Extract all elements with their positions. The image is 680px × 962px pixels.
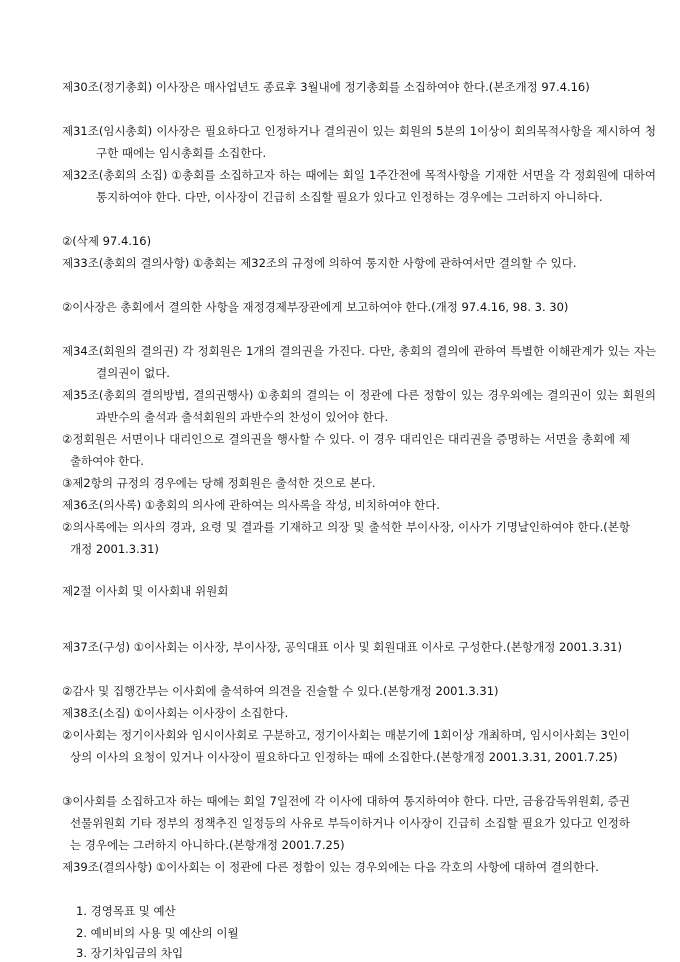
article-32: 제32조(총회의 소집) ①총회를 소집하고자 하는 때에는 회일 1주간전에 목적사항을 기재한 서면을 각 정회원에 대하여 통지하여야 한다. 다만, 이사장이 긴급히 소집할 필요가 있다고 인정하는 경우에는 그러하지 아니하다. [62,168,656,204]
article-39: 제39조(결의사항) ①이사회는 이 정관에 다른 정함이 있는 경우외에는 다음 각호의 사항에 대하여 결의한다. [62,860,599,874]
article-35-clause-2: ②정회원은 서면이나 대리인으로 결의권을 행사할 수 있다. 이 경우 대리인은 대리권을 증명하는 서면을 총회에 제출하여야 한다. [62,432,630,468]
article-36: 제36조(의사록) ①총회의 의사에 관하여는 의사록을 작성, 비치하여야 한다. [62,498,440,512]
article-38-clause-2: ②이사회는 정기이사회와 임시이사회로 구분하고, 정기이사회는 매분기에 1회이상 개최하며, 임시이사회는 3인이상의 이사의 요청이 있거나 이사장이 필요하다고 인정하는 때에 소집한다.(본항개정 2001.3.31, 2001.7.25) [62,728,630,764]
article-31: 제31조(임시총회) 이사장은 필요하다고 인정하거나 결의권이 있는 회원의 5분의 1이상이 회의목적사항을 제시하여 청구한 때에는 임시총회를 소집한다. [62,124,656,160]
article-33: 제33조(총회의 결의사항) ①총회는 제32조의 규정에 의하여 통지한 사항에 관하여서만 결의할 수 있다. [62,256,577,270]
list-item-2: 2. 예비비의 사용 및 예산의 이월 [76,926,239,940]
article-32-clause-2: ②(삭제 97.4.16) [62,234,152,248]
list-item-1: 1. 경영목표 및 예산 [76,904,176,918]
article-36-clause-2: ②의사록에는 의사의 경과, 요령 및 결과를 기재하고 의장 및 출석한 부이사장, 이사가 기명날인하여야 한다.(본항개정 2001.3.31) [62,520,630,556]
list-item-3: 3. 장기차입금의 차입 [76,946,184,960]
article-30: 제30조(정기총회) 이사장은 매사업년도 종료후 3월내에 정기총회를 소집하여야 한다.(본조개정 97.4.16) [62,80,590,94]
article-37-clause-2: ②감사 및 집행간부는 이사회에 출석하여 의견을 진술할 수 있다.(본항개정 2001.3.31) [62,684,499,698]
section-title: 제2절 이사회 및 이사회내 위원회 [62,584,229,598]
article-34: 제34조(회원의 결의권) 각 정회원은 1개의 결의권을 가진다. 다만, 총회의 결의에 관하여 특별한 이해관계가 있는 자는 결의권이 없다. [62,344,656,380]
article-35: 제35조(총회의 결의방법, 결의권행사) ①총회의 결의는 이 정관에 다른 정함이 있는 경우외에는 결의권이 있는 회원의 과반수의 출석과 출석회원의 과반수의 찬성이 있어야 한다. [62,388,656,424]
article-33-clause-2: ②이사장은 총회에서 결의한 사항을 재정경제부장관에게 보고하여야 한다.(개정 97.4.16, 98. 3. 30) [62,300,569,314]
article-38: 제38조(소집) ①이사회는 이사장이 소집한다. [62,706,289,720]
article-38-clause-3: ③이사회를 소집하고자 하는 때에는 회일 7일전에 각 이사에 대하여 통지하여야 한다. 다만, 금융감독위원회, 증권선물위원회 기타 정부의 정책추진 일정등의 사유로 부득이하거나 이사장이 긴급히 소집할 필요가 있다고 인정하는 경우에는 그러하지 아니하다.(본항개정 2001.7.25) [62,794,630,852]
article-35-clause-3: ③제2항의 규정의 경우에는 당해 정회원은 출석한 것으로 본다. [62,476,376,490]
article-37: 제37조(구성) ①이사회는 이사장, 부이사장, 공익대표 이사 및 회원대표 이사로 구성한다.(본항개정 2001.3.31) [62,640,622,654]
